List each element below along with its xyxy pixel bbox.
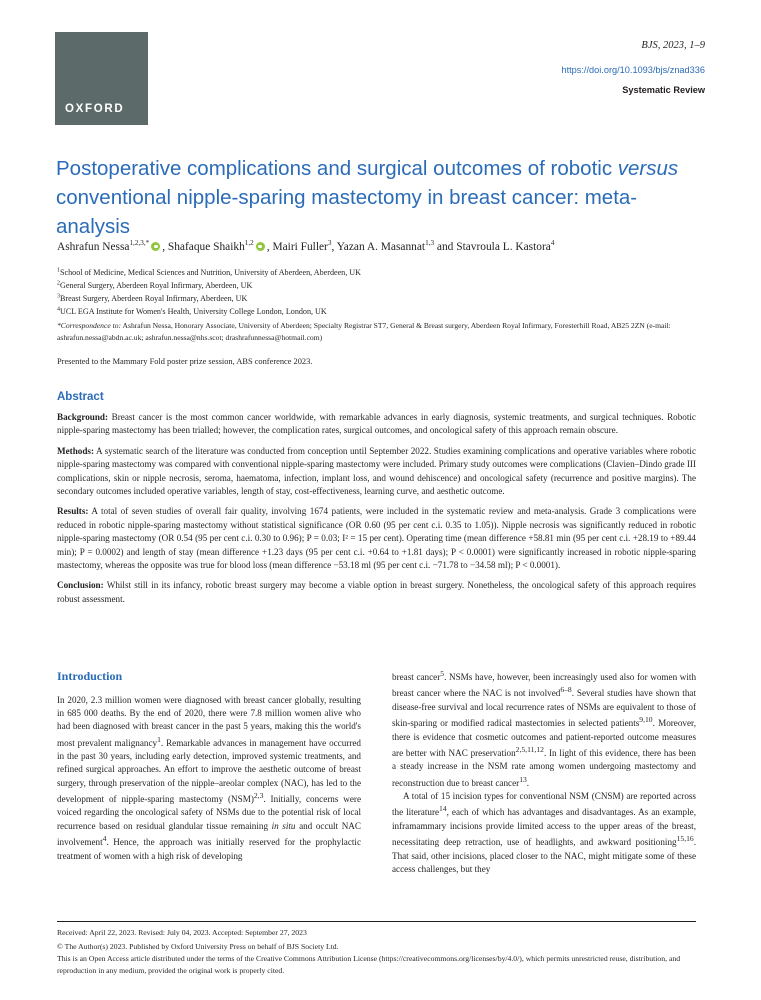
- abstract-methods: [57, 445, 696, 499]
- abstract-results: [57, 505, 696, 572]
- body-column-left: [57, 668, 361, 863]
- author-affiliation-marker: 1,2: [244, 239, 254, 248]
- abstract-heading: Abstract: [57, 391, 104, 403]
- abstract-conclusion-text: Whilst still in its infancy, robotic breast surgery may become a viable option in breast surgery. Nonetheless, the oncological safety of this approach requires robust assessment.: [57, 580, 696, 604]
- correspondence-note: [57, 320, 697, 344]
- abstract-conclusion-label: Conclusion:: [57, 580, 104, 591]
- footer-divider: [57, 921, 696, 922]
- affiliation-text: School of Medicine, Medical Sciences and Nutrition, University of Aberdeen, Aberdeen, UK: [60, 268, 361, 277]
- oxford-university-press-logo: [55, 32, 148, 125]
- affiliation-text: UCL EGA Institute for Women's Health, University College London, London, UK: [60, 307, 327, 317]
- author-name[interactable]: Yazan A. Masannat: [336, 241, 426, 253]
- publication-dates: Received: April 22, 2023. Revised: July 04, 2023. Accepted: September 27, 2023: [57, 928, 307, 937]
- download-source-note: [753, 0, 761, 150]
- affiliation-item: [57, 292, 697, 305]
- author-affiliation-marker: 3: [327, 239, 332, 248]
- affiliation-item: [57, 266, 697, 279]
- affiliation-text: General Surgery, Aberdeen Royal Infirmary, Aberdeen, UK: [60, 281, 253, 291]
- affiliation-marker: 4: [57, 306, 60, 313]
- orcid-icon[interactable]: [151, 242, 160, 251]
- title-part-1: Postoperative complications and surgical outcomes of robotic: [56, 156, 618, 180]
- affiliation-marker: 1: [57, 267, 60, 274]
- license-text: This is an Open Access article distributed under the terms of the Creative Commons Attribution License (https://creativecommons.org/licenses/by/4.0/), which permits unrestricted reuse, distribution, and reproduction in any medium, provided the original work is properly cited.: [57, 954, 681, 975]
- abstract-body: [57, 411, 696, 613]
- author-affiliation-marker: 1,3: [425, 239, 435, 248]
- copyright-line: © The Author(s) 2023. Published by Oxford University Press on behalf of BJS Society Ltd.: [57, 941, 339, 951]
- affiliation-marker: 3: [57, 293, 60, 300]
- author-list: Ashrafun Nessa$^{1,2,3,*}$ , Shafaque Shaikh$^{1,2}$ , Mairi Fuller$^3$, Yazan A. Masannat$^{1,3}$ and Stavroula L. Kastora$^4$: [57, 239, 555, 253]
- abstract-methods-text: A systematic search of the literature was conducted from conception until September 2022. Studies examining complications and operative variables where robotic nipple-sparing mastectomy was compared with conventional nipple-sparing mastectomy were included. Primary study outcomes were complications (Clavien–Dindo grade III complications, skin or nipple necrosis, seroma, haematoma, infection, implant loss, and wound dehiscence) and oncological safety (recurrence and positive margins). The secondary outcomes included operative variables, length of stay, cost-effectiveness, learning curve, and aesthetic outcome.: [57, 445, 696, 497]
- intro-paragraph-3: A total of 15 incision types for conventional NSM (CNSM) are reported across the literature$^{14}$, each of which has advantages and disadvantages. As an example, inframammary incisions provide limited access to the upper areas of the breast, necessitating deep retraction, use of headlights, and awkward positioning$^{15,16}$. That said, other incisions, placed closer to the NAC, might mitigate some of these access challenges, but they: [392, 791, 696, 874]
- abstract-results-label: Results:: [57, 506, 89, 517]
- page-footer: [57, 921, 696, 976]
- title-part-2: conventional nipple-sparing mastectomy in breast cancer: meta-analysis: [56, 185, 638, 238]
- abstract-results-text: A total of seven studies of overall fair quality, involving 1674 patients, were included in the systematic review and meta-analysis. Grade 3 complications were reduced in robotic nipple-sparing mastectomy without statistical significance (OR 0.60 (95 per cent c.i. 0.35 to 1.05)). Nipple necrosis was significantly reduced in robotic nipple-sparing mastectomy (OR 0.54 (95 per cent c.i. 0.30 to 0.96); P = 0.03; I² = 15 per cent). Operating time (mean difference +58.81 min (95 per cent c.i. +28.19 to +89.44 min); P = 0.0002) and length of stay (mean difference +1.23 days (95 per cent c.i. +0.64 to +1.81 days); P < 0.0001) were significantly increased in robotic nipple-sparing mastectomy, whereas the opposite was true for blood loss (mean difference −53.18 ml (95 per cent c.i. −71.78 to −34.58 ml); P < 0.0001).: [57, 506, 696, 571]
- author-name[interactable]: Stavroula L. Kastora: [456, 241, 551, 253]
- author-name[interactable]: Mairi Fuller: [272, 241, 328, 253]
- abstract-methods-label: Methods:: [57, 445, 95, 456]
- body-column-right: [392, 668, 696, 876]
- correspondence-text: Ashrafun Nessa, Honorary Associate, University of Aberdeen; Specialty Registrar ST7, General & Breast surgery, Aberdeen Royal Infirmary, Foresterhill Road, AB25 2ZN (e-mail: ashrafun.nessa@abdn.ac.uk; ashrafun.nessa@nhs.scot; drashrafunnessa@hotmail.com): [57, 321, 671, 342]
- journal-citation: BJS, 2023, 1–9: [641, 40, 705, 51]
- article-header-meta: [561, 38, 705, 97]
- publisher-logo-text: OXFORD: [65, 103, 125, 115]
- abstract-conclusion: [57, 579, 696, 606]
- affiliation-item: [57, 279, 697, 292]
- page-title: [56, 154, 686, 241]
- introduction-heading: Introduction: [57, 669, 123, 683]
- affiliation-marker: 2: [57, 280, 60, 287]
- article-type: Systematic Review: [622, 84, 705, 95]
- abstract-background-label: Background:: [57, 412, 109, 422]
- correspondence-label: *Correspondence to:: [57, 321, 122, 330]
- author-affiliation-marker: 1,2,3,*: [129, 239, 150, 248]
- author-affiliation-marker: 4: [550, 239, 555, 248]
- presented-note: Presented to the Mammary Fold poster prize session, ABS conference 2023.: [57, 357, 313, 366]
- author-name[interactable]: Ashrafun Nessa: [57, 241, 130, 253]
- abstract-background-text: Breast cancer is the most common cancer worldwide, with remarkable advances in early diagnosis, systemic treatments, and surgical techniques. Robotic nipple-sparing mastectomy has been trialled; however, the complication rates, surgical outcomes, and oncological safety of this approach remain obscure.: [57, 412, 696, 436]
- affiliation-list: [57, 266, 697, 318]
- affiliation-text: Breast Surgery, Aberdeen Royal Infirmary, Aberdeen, UK: [60, 294, 248, 304]
- intro-paragraph-1: In 2020, 2.3 million women were diagnosed with breast cancer globally, resulting in 685 000 deaths. By the end of 2020, there were 7.8 million women alive who had been diagnosed with breast cancer in the past 5 years, making this the world's most prevalent malignancy$^1$. Remarkable advances in management have occurred in the past 30 years, including early detection, improved systemic treatments, and refined surgical approaches. An effort to improve the aesthetic outcome of breast surgery, through preservation of the nipple–areolar complex (NAC), has led to the development of nipple-sparing mastectomy (NSM)$^{2,3}$. Initially, concerns were voiced regarding the oncological safety of NSMs due to the potential risk of local recurrence based on residual glandular tissue remaining in situ and occult NAC involvement$^4$. Hence, the approach was initially reserved for the prophylactic treatment of women with a high risk of developing: [57, 694, 362, 861]
- title-italic-word: versus: [617, 156, 679, 180]
- intro-paragraph-2: breast cancer$^5$. NSMs have, however, been increasingly used also for women with breast cancer where the NAC is not involved$^{6-8}$. Several studies have shown that disease-free survival and local recurrence rates of NSMs are equivalent to those of skin-sparing or modified radical mastectomies in selected patients$^{9,10}$. Moreover, there is evidence that cosmetic outcomes and patient-reported outcome measures are better with NAC preservation$^{2,5,11,12}$. In light of this evidence, there has been a steady increase in the NSM rate among women undergoing mastectomy and reconstruction due to breast cancer$^{13}$.: [392, 669, 697, 788]
- abstract-background: [57, 411, 696, 438]
- doi-link[interactable]: https://doi.org/10.1093/bjs/znad336: [561, 65, 705, 76]
- orcid-icon[interactable]: [256, 242, 265, 251]
- author-name[interactable]: Shafaque Shaikh: [167, 241, 245, 253]
- affiliation-item: [57, 305, 697, 318]
